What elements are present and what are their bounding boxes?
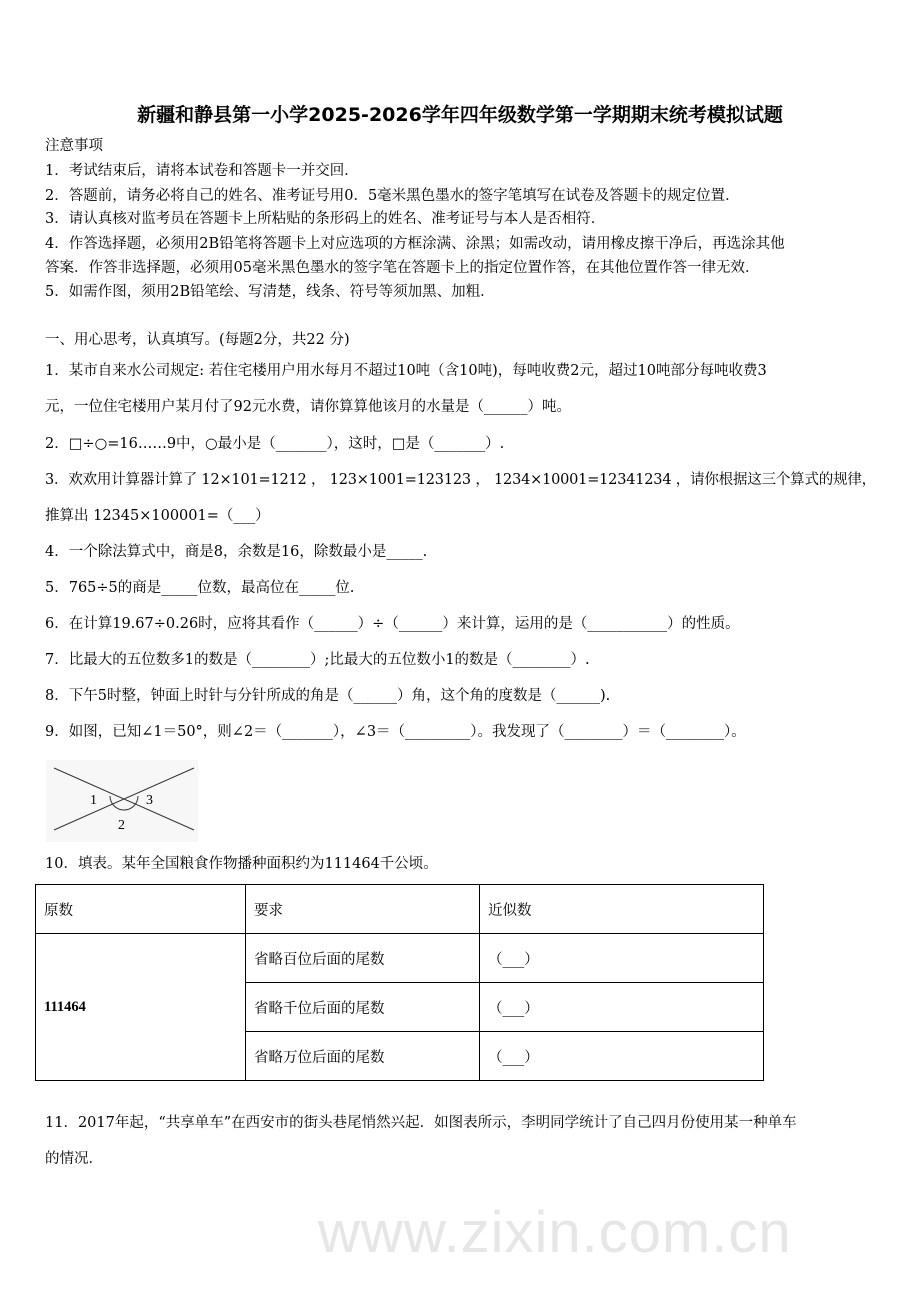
answer-cell[interactable]: （___）: [480, 1032, 764, 1081]
question-10: 10．填表。某年全国粮食作物播种面积约为111464千公顷。: [45, 856, 438, 872]
header-cell: 近似数: [480, 885, 764, 934]
section-heading: 一、用心思考，认真填写。(每题2分，共22 分): [45, 332, 350, 348]
original-number-cell: 111464: [36, 934, 246, 1081]
question-6: 6．在计算19.67÷0.26时，应将其看作（______）÷（______）来计算，运用的是（___________）的性质。: [45, 616, 740, 632]
question-11-cont: 的情况．: [45, 1151, 103, 1167]
question-7: 7．比最大的五位数多1的数是（________）;比最大的五位数小1的数是（________）.: [45, 652, 590, 668]
question-5: 5．765÷5的商是_____位数，最高位在_____位.: [45, 580, 355, 596]
table-row: [36, 934, 764, 983]
watermark: www.zixin.com.cn: [318, 1200, 792, 1265]
angle-figure: [46, 760, 198, 842]
question-2: 2．□÷○=16……9中，○最小是（_______），这时，□是（_______）.: [45, 436, 505, 452]
note-item: 2．答题前，请务必将自己的姓名、准考证号用0．5毫米黑色墨水的签字笔填写在试卷及答题卡的规定位置．: [45, 188, 740, 204]
requirement-cell: 省略千位后面的尾数: [246, 983, 480, 1032]
answer-cell[interactable]: （___）: [480, 934, 764, 983]
table-header-row: [36, 885, 764, 934]
header-cell: 要求: [246, 885, 480, 934]
question-1: 1．某市自来水公司规定: 若住宅楼用户用水每月不超过10吨（含10吨)，每吨收费2元，超过10吨部分每吨收费3: [45, 363, 767, 379]
question-3-cont: 推算出 12345×100001=（___）: [45, 508, 270, 524]
requirement-cell: 省略万位后面的尾数: [246, 1032, 480, 1081]
note-item: 答案．作答非选择题，必须用05毫米黑色墨水的签字笔在答题卡上的指定位置作答，在其他位置作答一律无效．: [45, 260, 760, 276]
header-cell: 原数: [36, 885, 246, 934]
question-4: 4．一个除法算式中，商是8，余数是16，除数最小是_____.: [45, 544, 428, 560]
answer-cell[interactable]: （___）: [480, 983, 764, 1032]
question-1-cont: 元，一位住宅楼用户某月付了92元水费，请你算算他该月的水量是（______）吨。: [45, 399, 571, 415]
page-title: 新疆和静县第一小学2025-2026学年四年级数学第一学期期末统考模拟试题: [137, 104, 783, 126]
note-item: 1．考试结束后，请将本试卷和答题卡一并交回．: [45, 163, 359, 179]
question-8: 8．下午5时整，钟面上时针与分针所成的角是（______）角，这个角的度数是（______).: [45, 688, 611, 704]
intersecting-lines-diagram: [46, 760, 198, 842]
requirement-cell: 省略百位后面的尾数: [246, 934, 480, 983]
angle-label: 2: [118, 818, 125, 833]
note-item: 5．如需作图，须用2B铅笔绘、写清楚，线条、符号等须加黑、加粗．: [45, 284, 495, 300]
note-item: 4．作答选择题，必须用2B铅笔将答题卡上对应选项的方框涂满、涂黑；如需改动，请用橡皮擦干净后，再选涂其他: [45, 236, 785, 252]
notes-heading: 注意事项: [45, 138, 103, 154]
angle-label: 3: [146, 793, 153, 808]
note-item: 3．请认真核对监考员在答题卡上所粘贴的条形码上的姓名、准考证号与本人是否相符．: [45, 211, 606, 227]
rounding-table: [35, 884, 764, 1081]
question-11: 11．2017年起，“共享单车”在西安市的街头巷尾悄然兴起．如图表所示，李明同学统计了自己四月份使用某一种单车: [45, 1115, 797, 1131]
angle-label: 1: [90, 793, 97, 808]
question-9: 9．如图，已知∠1＝50°，则∠2＝（_______），∠3＝（_________）。我发现了（________）＝（________）。: [45, 724, 746, 740]
question-3: 3．欢欢用计算器计算了 12×101=1212 ， 123×1001=123123 ， 1234×10001=12341234 ，请你根据这三个算式的规律，: [45, 472, 876, 488]
